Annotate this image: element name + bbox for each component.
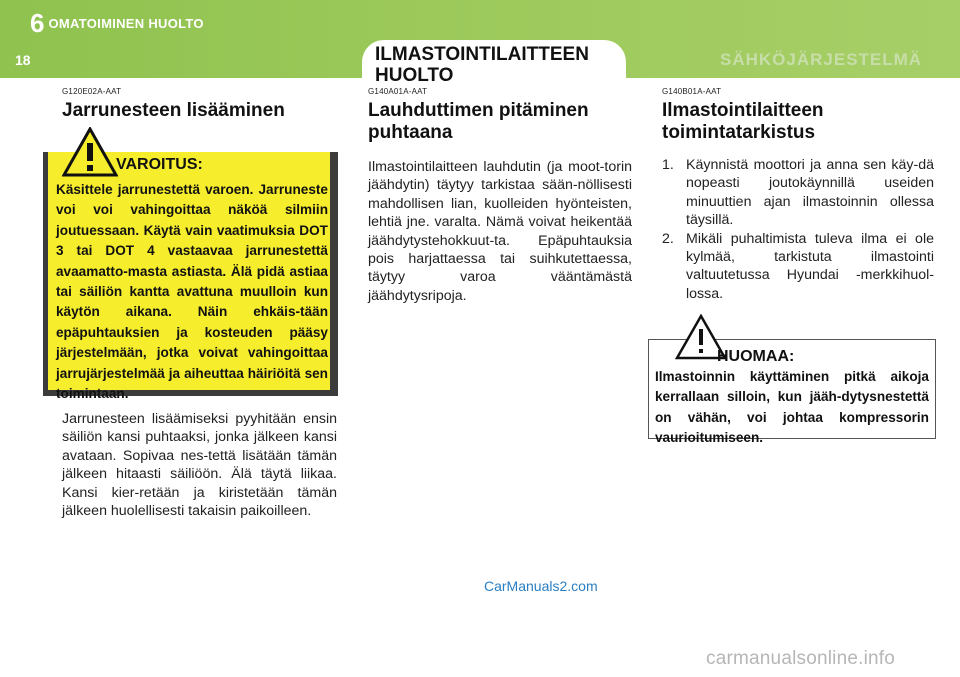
middle-body-text: Ilmastointilaitteen lauhdutin (ja moot-torin jäähdytin) täytyy tarkistaa sään-nöllisesti mahdollisen lian, kuolleiden hyönteisten, lehtiä jne. varalta. Nämä voivat heikentää jäähdytystehokkuut-ta. Epäpuhtauksia pois harjattaessa tai suihkutettaessa, täytyy varoa vääntämästä jäähdytysripoja. [368, 159, 632, 304]
ghost-header-text: SÄHKÖJÄRJESTELMÄ [720, 50, 923, 69]
chapter-number: 6 [30, 7, 45, 38]
watermark-text: carmanualsonline.info [706, 648, 896, 669]
section-tab-title: ILMASTOINTILAITTEEN HUOLTO [375, 44, 589, 86]
chapter-label [30, 7, 204, 38]
section-heading: Lauhduttimen pitäminen puhtaana [368, 100, 589, 143]
note-text: Ilmastoinnin käyttäminen pitkä aikoja kerrallaan silloin, kun jääh-dytysnestettä on vähän, voi johtaa kompressorin vaurioitumiseen. [655, 369, 929, 446]
check-steps-list [662, 156, 934, 303]
warning-triangle-icon [62, 127, 118, 177]
section-heading: Ilmastointilaitteen toimintatarkistus [662, 100, 824, 143]
left-column [62, 87, 342, 122]
warning-title: VAROITUS: [116, 156, 203, 173]
note-box [648, 339, 936, 446]
list-item [662, 156, 934, 230]
warning-box [43, 152, 338, 402]
list-item [662, 230, 934, 304]
section-code: G140B01A-AAT [662, 87, 722, 96]
step-text: Käynnistä moottori ja anna sen käy-dä nopeasti joutokäynnillä useiden minuuttien ajan ilmastoinnin ollessa täysillä. [686, 157, 934, 229]
page-number: 18 [15, 52, 31, 68]
warning-text: Käsittele jarrunestettä varoen. Jarruneste voi voi vahingoittaa näköä silmiin joutuessaan. Käytä vain vaatimuksia DOT 3 tai DOT 4 vastaavaa jarrunestettä avaamatto-masta astiasta. Älä pidä astiaa tai säiliön kantta avattuna muulloin kun käytön aikana. Näin ehkäis-tään epäpuhtauksien ja kosteuden pääsy järjestelmään, jotka voivat vahingoittaa jarrujärjestelmää ja aiheuttaa häiriöitä sen toimintaan. [56, 182, 328, 402]
step-text: Mikäli puhaltimista tuleva ilma ei ole kylmää, tarkistuta ilmastointi valtuutetussa Hyundai -merkkihuol-lossa. [686, 230, 934, 302]
section-heading: Jarrunesteen lisääminen [62, 100, 285, 121]
section-code: G140A01A-AAT [368, 87, 428, 96]
left-body-text: Jarrunesteen lisäämiseksi pyyhitään ensin säiliön kansi puhtaaksi, jonka jälkeen kansi avataan. Sopivaa nes-tettä lisätään tämän jälkeen hitaasti säiliöön. Älä täytä liikaa. Kansi kier-retään ja kiristetään tämän jälkeen huolellisesti takaisin paikoilleen. [62, 411, 337, 520]
step-number: 1. [662, 157, 674, 173]
section-code: G120E02A-AAT [62, 87, 122, 96]
middle-column [368, 87, 632, 305]
warning-panel [48, 152, 330, 402]
step-number: 2. [662, 230, 674, 247]
watermark-link[interactable]: CarManuals2.com [484, 578, 598, 594]
chapter-title: OMATOIMINEN HUOLTO [48, 15, 204, 31]
right-column [662, 87, 934, 303]
note-title: HUOMAA: [717, 348, 795, 365]
